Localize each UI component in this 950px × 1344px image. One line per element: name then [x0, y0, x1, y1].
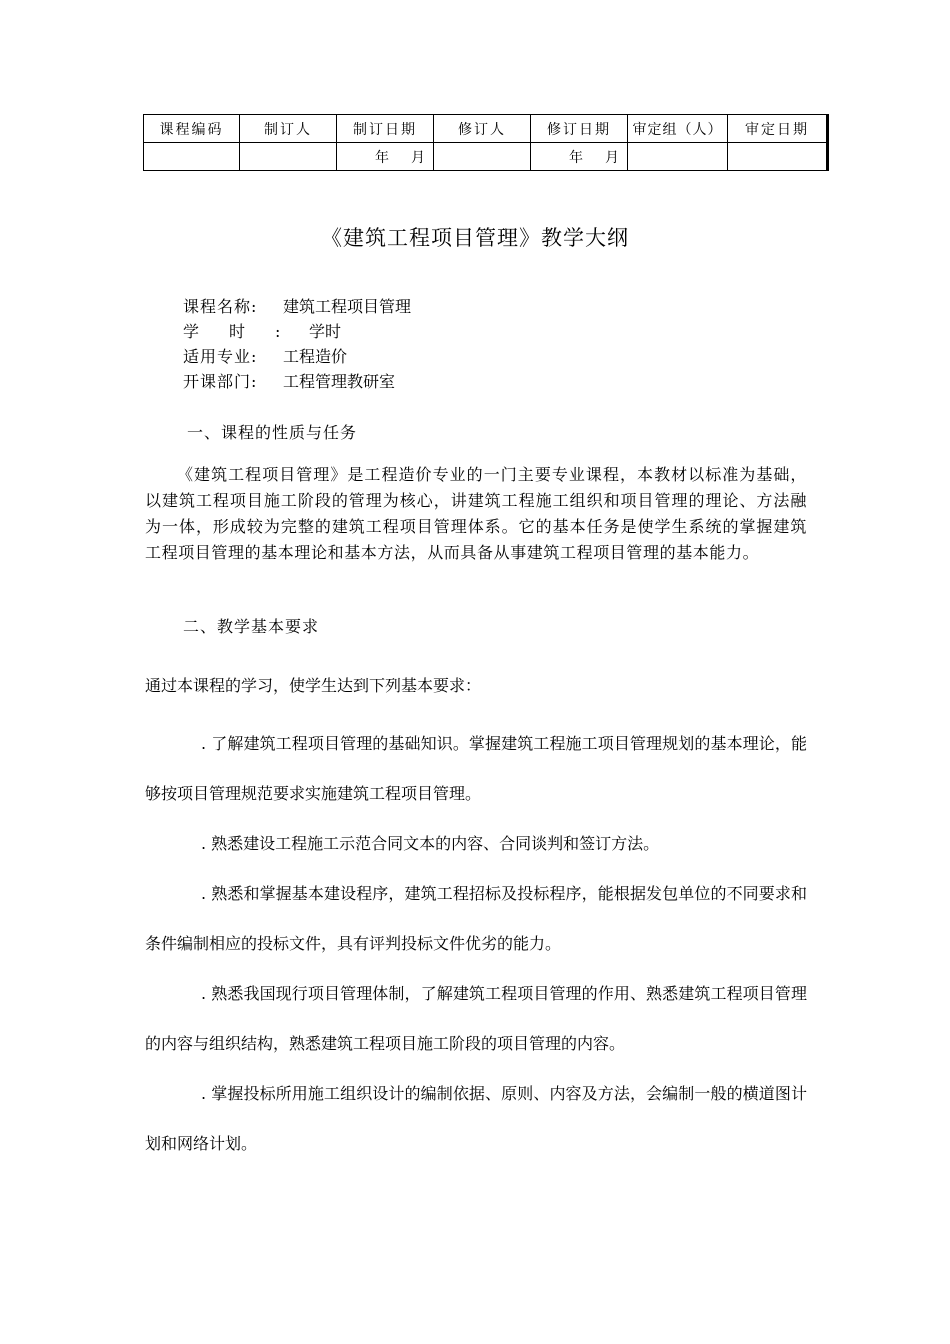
- requirements-list: [145, 719, 807, 1169]
- document-title: 《建筑工程项目管理》教学大纲: [321, 226, 629, 250]
- major-label: 适用专业:: [183, 347, 258, 366]
- header-author: 制订人: [240, 115, 337, 143]
- course-info: [183, 294, 411, 394]
- cell-created-date: [337, 143, 434, 171]
- cell-approval-date: [728, 143, 828, 171]
- header-approval-group: 审定组（人）: [628, 115, 728, 143]
- revised-month-label: 月: [605, 149, 619, 166]
- hours-label: 学时:: [183, 322, 311, 341]
- header-revised-date: 修订日期: [531, 115, 628, 143]
- revised-year-label: 年: [569, 149, 583, 166]
- course-name-value: 建筑工程项目管理: [283, 297, 412, 316]
- created-year-label: 年: [375, 149, 389, 166]
- cell-author: [240, 143, 337, 171]
- requirement-item: . 掌握投标所用施工组织设计的编制依据、原则、内容及方法，会编制一般的横道图计划和网络计划。: [145, 1084, 807, 1153]
- requirement-item: . 熟悉我国现行项目管理体制，了解建筑工程项目管理的作用、熟悉建筑工程项目管理的内容与组织结构，熟悉建筑工程项目施工阶段的项目管理的内容。: [145, 984, 807, 1053]
- revision-table: [143, 114, 829, 171]
- revision-table-header-row: [144, 115, 828, 143]
- course-name-label: 课程名称:: [183, 297, 258, 316]
- section-2-heading: 二、教学基本要求: [183, 617, 320, 636]
- requirement-item: . 了解建筑工程项目管理的基础知识。掌握建筑工程施工项目管理规划的基本理论，能够按项目管理规范要求实施建筑工程项目管理。: [145, 734, 807, 803]
- requirement-item: . 熟悉和掌握基本建设程序，建筑工程招标及投标程序，能根据发包单位的不同要求和条件编制相应的投标文件，具有评判投标文件优劣的能力。: [145, 884, 807, 953]
- cell-reviser: [434, 143, 531, 171]
- header-reviser: 修订人: [434, 115, 531, 143]
- hours-value: 学时: [309, 322, 342, 341]
- revision-table-value-row: [144, 143, 828, 171]
- header-course-code: 课程编码: [144, 115, 240, 143]
- department-row: [183, 369, 411, 394]
- major-row: [183, 344, 411, 369]
- cell-revised-date: [531, 143, 628, 171]
- header-approval-date: 审定日期: [728, 115, 828, 143]
- cell-approval-group: [628, 143, 728, 171]
- requirement-item: . 熟悉建设工程施工示范合同文本的内容、合同谈判和签订方法。: [201, 834, 660, 853]
- created-month-label: 月: [411, 149, 425, 166]
- header-created-date: 制订日期: [337, 115, 434, 143]
- hours-row: [183, 319, 411, 344]
- cell-course-code: [144, 143, 240, 171]
- department-value: 工程管理教研室: [283, 372, 396, 391]
- department-label: 开课部门:: [183, 372, 258, 391]
- major-value: 工程造价: [283, 347, 348, 366]
- section-1-heading: 一、课程的性质与任务: [187, 423, 358, 442]
- course-name-row: [183, 294, 411, 319]
- section-1-paragraph: 《建筑工程项目管理》是工程造价专业的一门主要专业课程，本教材以标准为基础，以建筑工程项目施工阶段的管理为核心，讲建筑工程施工组织和项目管理的理论、方法融为一体，形成较为完整的建筑工程项目管理体系。它的基本任务是使学生系统的掌握建筑工程项目管理的基本理论和基本方法，从而具备从事建筑工程项目管理的基本能力。: [145, 465, 807, 562]
- requirements-intro: 通过本课程的学习，使学生达到下列基本要求：: [145, 676, 482, 695]
